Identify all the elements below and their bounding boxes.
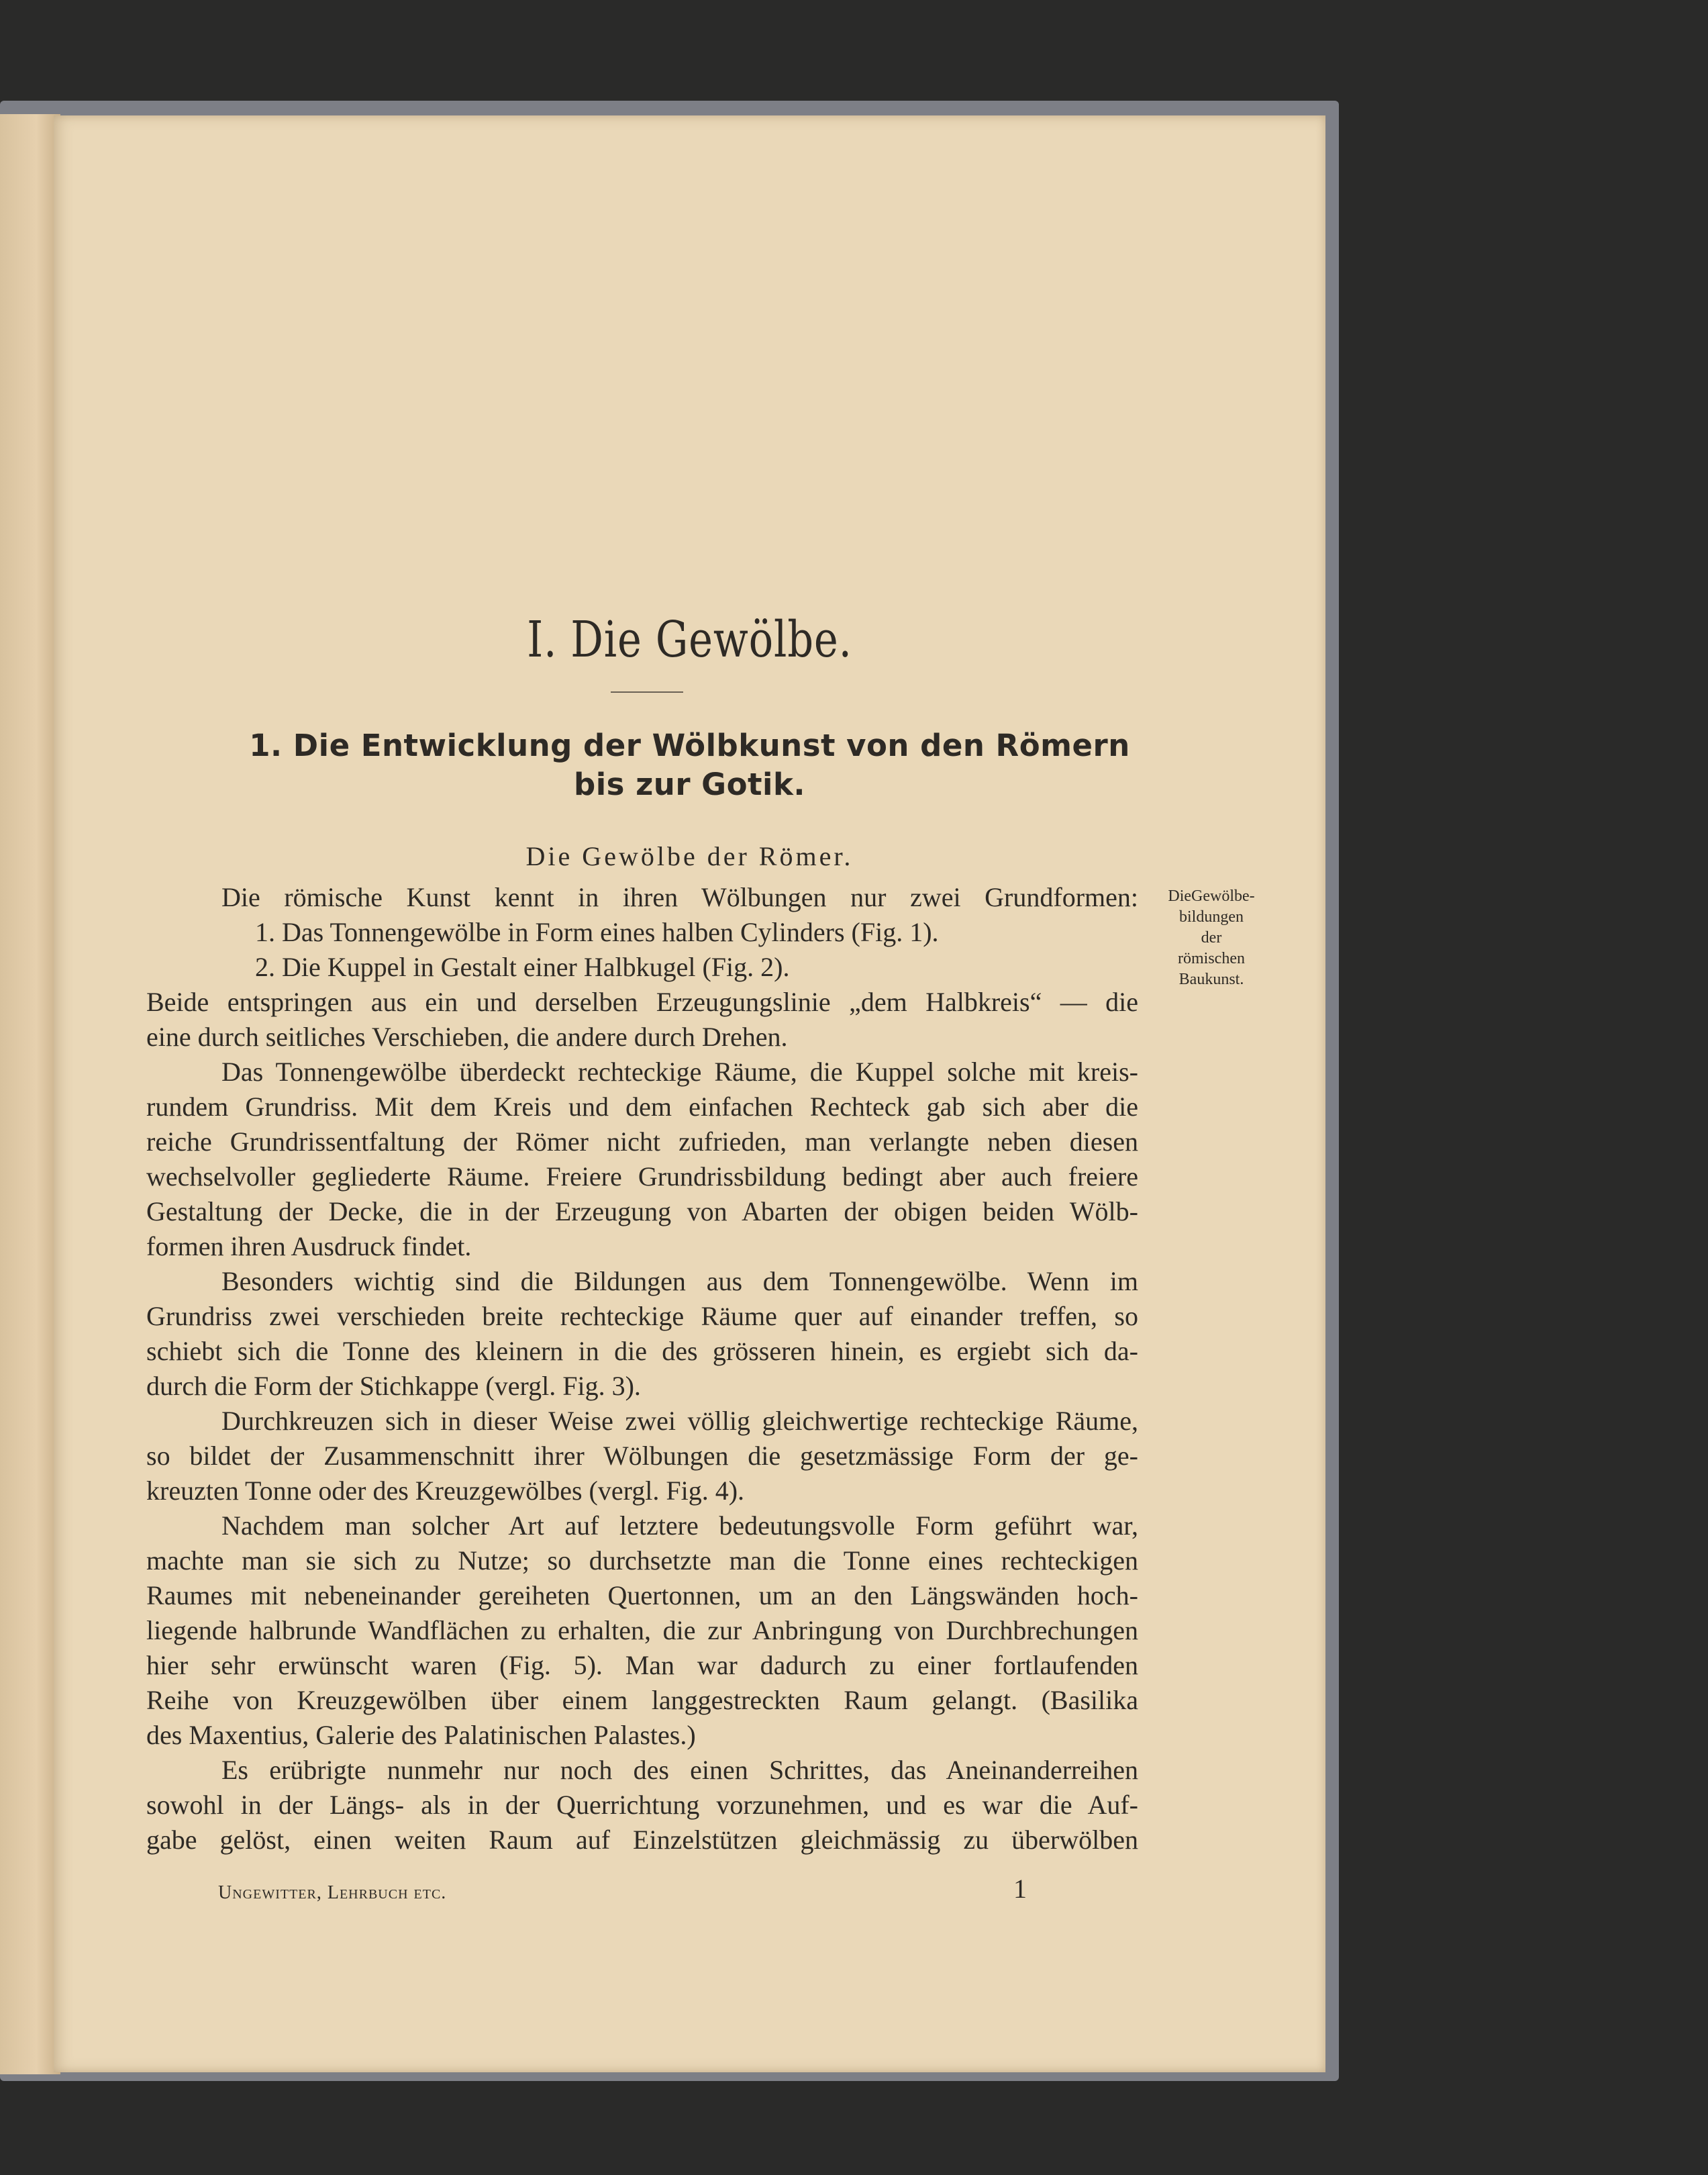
list-item: 1. Das Tonnengewölbe in Form eines halben Cylinders (Fig. 1). [255,917,939,947]
subsection-title: Die Gewölbe der Römer. [525,841,854,871]
body-line: durch die Form der Stichkappe (vergl. Fig. 3). [146,1371,641,1401]
body-line: schiebt sich die Tonne des kleinern in die des grösseren hinein, es ergiebt sich da- [146,1336,1138,1366]
body-line: wechselvoller gegliederte Räume. Freiere Grundrissbildung bedingt aber auch freiere [146,1161,1138,1192]
left-page-edge [0,114,60,2074]
body-line: gabe gelöst, einen weiten Raum auf Einzelstützen gleichmässig zu überwölben [146,1825,1138,1855]
body-line: sowohl in der Längs- als in der Querrichtung vorzunehmen, und es war die Auf- [146,1790,1138,1820]
body-line: des Maxentius, Galerie des Palatinischen Palastes.) [146,1720,696,1750]
margin-note-line: bildungen [1179,908,1244,926]
body-line: Durchkreuzen sich in dieser Weise zwei völlig gleichwertige rechteckige Räume, [221,1406,1138,1436]
body-line: reiche Grundrissentfaltung der Römer nicht zufrieden, man verlangte neben diesen [146,1126,1138,1157]
list-item: 2. Die Kuppel in Gestalt einer Halbkugel (Fig. 2). [255,952,790,982]
section-heading-line-1: 1. Die Entwicklung der Wölbkunst von den Römern [249,728,1130,763]
body-line: so bildet der Zusammenschnitt ihrer Wölbungen die gesetzmässige Form der ge- [146,1441,1138,1471]
body-line: formen ihren Ausdruck findet. [146,1231,472,1261]
title-rule [611,691,683,693]
body-line: liegende halbrunde Wandflächen zu erhalten, die zur Anbringung von Durchbrechungen [146,1615,1138,1645]
body-line: Das Tonnengewölbe überdeckt rechteckige Räume, die Kuppel solche mit kreis- [221,1057,1138,1087]
body-line: hier sehr erwünscht waren (Fig. 5). Man war dadurch zu einer fortlaufenden [146,1650,1138,1680]
body-line: Gestaltung der Decke, die in der Erzeugung von Abarten der obigen beiden Wölb- [146,1196,1138,1226]
body-line: machte man sie sich zu Nutze; so durchsetzte man die Tonne eines rechteckigen [146,1545,1138,1576]
body-line: eine durch seitliches Verschieben, die andere durch Drehen. [146,1022,788,1052]
body-line: Nachdem man solcher Art auf letztere bedeutungsvolle Form geführt war, [221,1510,1138,1541]
section-heading-line-2: bis zur Gotik. [574,767,805,802]
body-line: Besonders wichtig sind die Bildungen aus dem Tonnengewölbe. Wenn im [221,1266,1138,1296]
body-line: Die römische Kunst kennt in ihren Wölbungen nur zwei Grundformen: [221,882,1138,912]
page-number: 1 [1013,1874,1027,1904]
body-line: kreuzten Tonne oder des Kreuzgewölbes (vergl. Fig. 4). [146,1476,745,1506]
margin-note-line: DieGewölbe- [1168,887,1255,905]
running-footer: Ungewitter, Lehrbuch etc. [218,1882,447,1903]
book-page [54,115,1325,2072]
body-line: Es erübrigte nunmehr nur noch des einen Schrittes, das Aneinanderreihen [221,1755,1138,1785]
margin-note [1144,886,1278,990]
body-line: Grundriss zwei verschieden breite rechteckige Räume quer auf einander treffen, so [146,1301,1138,1331]
body-line: Reihe von Kreuzgewölben über einem langgestreckten Raum gelangt. (Basilika [146,1685,1138,1715]
chapter-title: I. Die Gewölbe. [527,611,852,669]
margin-note-line: der [1201,929,1222,947]
margin-note-line: römischen [1178,950,1245,967]
margin-note-line: Baukunst. [1178,971,1244,988]
body-line: Beide entspringen aus ein und derselben Erzeugungslinie „dem Halbkreis“ — die [146,987,1138,1017]
body-line: rundem Grundriss. Mit dem Kreis und dem einfachen Rechteck gab sich aber die [146,1092,1138,1122]
body-line: Raumes mit nebeneinander gereiheten Quertonnen, um an den Längswänden hoch- [146,1580,1138,1610]
